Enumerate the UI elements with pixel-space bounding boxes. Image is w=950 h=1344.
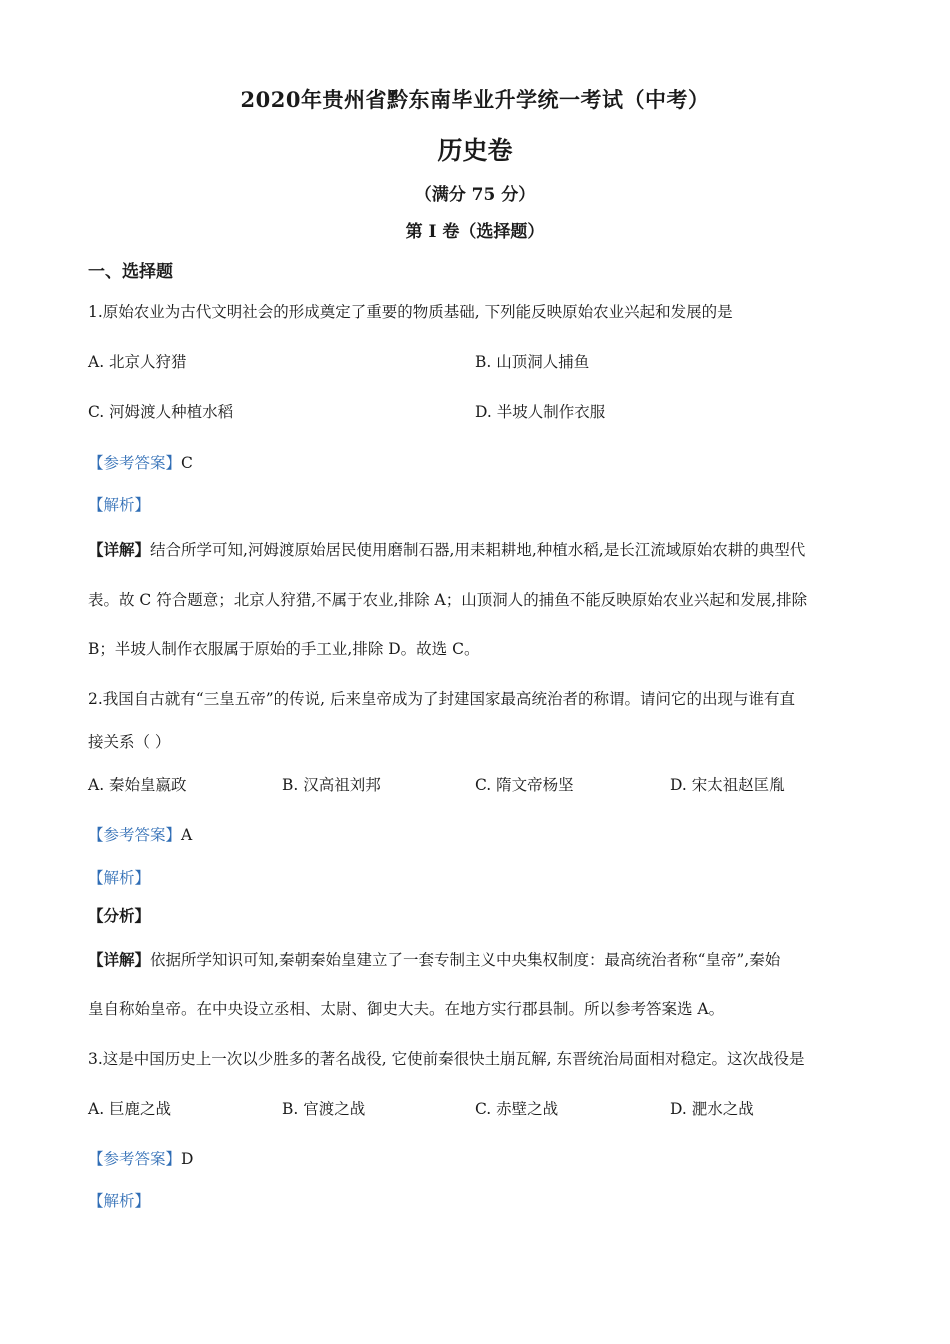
answer-value: D xyxy=(181,1150,194,1168)
question-2-option-b: B. 汉高祖刘邦 xyxy=(282,776,381,794)
question-1-option-a: A. 北京人狩猎 xyxy=(88,353,187,371)
question-3-stem: 3.这是中国历史上一次以少胜多的著名战役, 它使前秦很快土崩瓦解, 东晋统治局面相对稳定。这次战役是 xyxy=(88,1050,805,1068)
detail-label: 【详解】 xyxy=(88,540,151,559)
question-1-detail-line-2: 表。故 C 符合题意；北京人狩猎,不属于农业,排除 A；山顶洞人的捕鱼不能反映原始农业兴起和发展,排除 xyxy=(88,591,808,609)
question-2-stem-line-1: 2.我国自古就有“三皇五帝”的传说, 后来皇帝成为了封建国家最高统治者的称谓。请问它的出现与谁有直 xyxy=(88,690,795,708)
question-2-fenxi-label: 【分析】 xyxy=(88,906,151,925)
question-3-option-a: A. 巨鹿之战 xyxy=(88,1100,172,1118)
question-1-detail-line-3: B；半坡人制作衣服属于原始的手工业,排除 D。故选 C。 xyxy=(88,640,480,658)
exam-title: 2020年贵州省黔东南毕业升学统一考试（中考） xyxy=(240,87,710,112)
answer-value: A xyxy=(181,826,193,844)
answer-label: 【参考答案】 xyxy=(88,454,182,472)
question-2-answer xyxy=(88,823,192,845)
question-2-option-d: D. 宋太祖赵匡胤 xyxy=(670,776,785,794)
question-2-analysis-label: 【解析】 xyxy=(88,869,151,887)
answer-value: C xyxy=(181,454,193,472)
answer-label: 【参考答案】 xyxy=(88,826,182,844)
full-score: （满分 75 分） xyxy=(414,185,536,205)
question-3-answer xyxy=(88,1147,193,1169)
question-3-option-d: D. 淝水之战 xyxy=(670,1100,754,1118)
subject-title: 历史卷 xyxy=(437,136,513,165)
question-1-stem: 1.原始农业为古代文明社会的形成奠定了重要的物质基础, 下列能反映原始农业兴起和发展的是 xyxy=(88,303,733,321)
question-1-option-d: D. 半坡人制作衣服 xyxy=(475,403,606,421)
question-1-answer xyxy=(88,451,193,473)
question-2-detail-line-1: 【详解】依据所学知识可知,秦朝秦始皇建立了一套专制主义中央集权制度：最高统治者称“皇帝”,秦始 xyxy=(88,950,781,969)
question-3-option-c: C. 赤壁之战 xyxy=(475,1100,559,1118)
question-3-option-b: B. 官渡之战 xyxy=(282,1100,366,1118)
question-2-stem-line-2: 接关系（ ） xyxy=(88,733,171,751)
question-2-option-a: A. 秦始皇嬴政 xyxy=(88,776,187,794)
answer-label: 【参考答案】 xyxy=(88,1150,182,1168)
question-1-option-b: B. 山顶洞人捕鱼 xyxy=(475,353,590,371)
question-1-analysis-label: 【解析】 xyxy=(88,496,151,514)
question-2-detail-line-2: 皇自称始皇帝。在中央设立丞相、太尉、御史大夫。在地方实行郡县制。所以参考答案选 A。 xyxy=(88,1000,725,1018)
question-1-detail-line-1: 【详解】结合所学可知,河姆渡原始居民使用磨制石器,用耒耜耕地,种植水稻,是长江流域原始农耕的典型代 xyxy=(88,540,806,559)
detail-label: 【详解】 xyxy=(88,950,151,969)
question-1-option-c: C. 河姆渡人种植水稻 xyxy=(88,403,234,421)
question-2-option-c: C. 隋文帝杨坚 xyxy=(475,776,574,794)
section-heading: 一、选择题 xyxy=(88,262,173,282)
volume-title: 第 I 卷（选择题） xyxy=(405,222,545,242)
question-3-analysis-label: 【解析】 xyxy=(88,1192,151,1210)
